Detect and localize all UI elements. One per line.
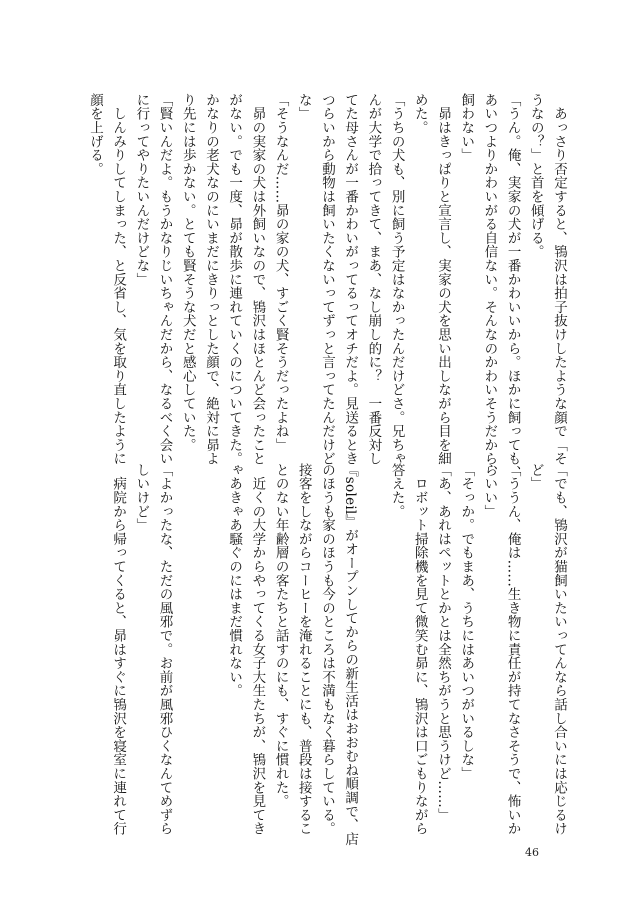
- text-line: 昴の実家の犬は外飼いなので、鴇沢はほとんど会ったこと: [249, 93, 266, 466]
- text-line: がない。でも一度、昴が散歩に連れていくのについてきた。: [226, 93, 243, 466]
- text-line: ゃあきゃあ騒ぐのにはまだ慣れない。: [226, 463, 243, 698]
- text-line: 「あ、あれはペットとかとは全然ちがうと思うけど……」: [434, 463, 451, 822]
- text-line: 答えた。: [388, 463, 405, 519]
- text-line: 接客をしながらコーヒーを淹れることにも、普段は接するこ: [295, 463, 312, 836]
- text-line: 『soleil』がオープンしてからの新生活はおおむね順調で、店: [342, 463, 359, 846]
- text-line: ロボット掃除機を見て微笑む昴に、鴇沢は口ごもりながら: [411, 463, 428, 836]
- text-line: [176, 463, 199, 803]
- lower-text-block: [110, 463, 570, 846]
- text-line: 「でも、鴇沢が猫飼いたいってんなら話し合いには応じるけ: [551, 463, 567, 836]
- text-line: あっさり否定すると、鴇沢は拍子抜けしたような顔で「そ: [551, 93, 567, 466]
- text-line: 「よかったな、ただの風邪で。お前が風邪ひくなんてめずら: [156, 463, 173, 836]
- text-line: かなりの老犬なのにいまだにきりっとした顔で、絶対に昴よ: [202, 93, 219, 466]
- text-line: つらいから動物は飼いたくないってずっと言ってたんだけど: [318, 93, 335, 466]
- text-line: り先には歩かない。とても賢そうな犬だと感心していた。: [179, 93, 196, 452]
- text-line: 「そっか。でもまあ、うちにはあいつがいるしな」: [458, 463, 475, 781]
- text-line: 「ううん、俺は……生き物に責任が持てなさそうで、怖いか: [504, 463, 521, 836]
- text-line: 昴はきっぱりと宣言し、実家の犬を思い出しながら目を細: [434, 93, 451, 466]
- text-line: に行ってやりたいんだけどな」: [133, 93, 150, 287]
- text-line: 「うちの犬も、別に飼う予定はなかったんだけどさ。兄ちゃ: [388, 93, 405, 466]
- text-line: のほうも家のほうも今のところは不満もなく暮らしている。: [318, 463, 335, 836]
- text-line: 病院から帰ってくると、昴はすぐに鴇沢を寝室に連れて行: [110, 463, 127, 836]
- text-line: な」: [295, 93, 312, 121]
- text-line: てた母さんが一番かわいがってるってオチだよ。見送るとき: [342, 93, 359, 466]
- text-line: うなの？」と首を傾げる。: [527, 93, 544, 259]
- text-line: らいい」: [481, 463, 498, 519]
- text-line: 「そうなんだ……昴の家の犬、すごく賢そうだったよね」: [272, 93, 289, 452]
- text-line: [199, 463, 222, 803]
- text-line: 顔を上げる。: [86, 93, 103, 176]
- upper-text-block: [86, 93, 570, 480]
- text-line: あいつよりかわいがる自信ない。そんなのかわいそうだから、: [481, 93, 498, 480]
- text-line: [361, 463, 384, 803]
- text-line: んが大学で拾ってきて、まあ、なし崩し的に？ 一番反対し: [365, 93, 382, 466]
- text-line: しんみりしてしまった、と反省し、気を取り直したように: [110, 93, 127, 466]
- text-line: 「賢いんだよ。もうかなりじいちゃんだから、なるべく会い: [156, 93, 173, 466]
- text-line: 「うん。俺、実家の犬が一番かわいいから。ほかに飼っても、: [504, 93, 521, 480]
- text-line: ど」: [527, 463, 544, 491]
- text-line: しいけど」: [133, 463, 150, 532]
- text-line: めた。: [411, 93, 428, 135]
- text-line: 飼わない」: [458, 93, 475, 162]
- page-number: 46: [525, 846, 539, 859]
- text-line: とのない年齢層の客たちと話すのにも、すぐに慣れた。: [272, 463, 289, 808]
- text-line: 近くの大学からやってくる女子大生たちが、鴇沢を見てき: [249, 463, 266, 836]
